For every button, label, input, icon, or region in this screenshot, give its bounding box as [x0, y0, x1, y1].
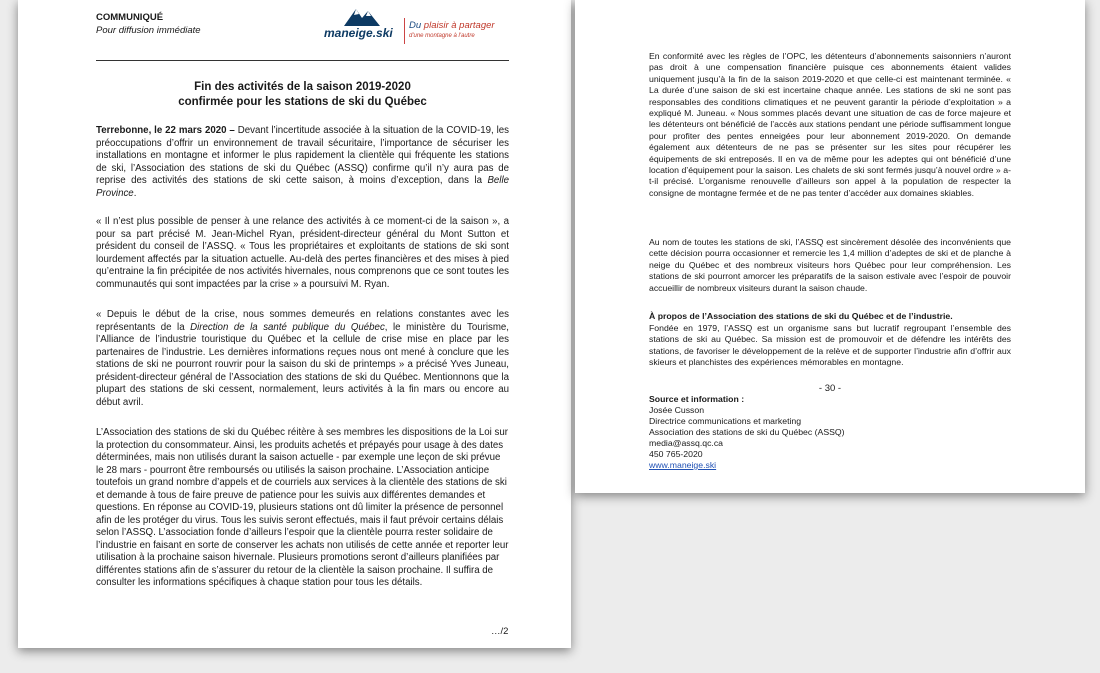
- communique-label: COMMUNIQUÉ: [96, 12, 164, 23]
- about-text: Fondée en 1979, l’ASSQ est un organisme sans but lucratif regroupant l’ensemble des stations de ski au Québec. Sa mission est de promouvoir et de défendre les intérêts des stations, de favoriser le développement de la relève et de supporter l’industrie afin d’offrir aux skieurs et planchistes des expériences mémorables en montagne.: [649, 323, 1011, 368]
- page-end-marker: - 30 -: [818, 383, 842, 394]
- header-rule: [96, 60, 509, 61]
- contact-email[interactable]: media@assq.qc.ca: [649, 438, 724, 448]
- document-page-2: [575, 0, 1085, 493]
- paragraph-ryan-quote: « Il n’est plus possible de penser à une relance des activités à ce moment-ci de la saison », a pour sa part précisé M. Jean-Michel Ryan, président-directeur général du Mont Sutton et président du conseil de l’ASSQ. « Tous les propriétaires et exploitants de stations de ski sont lourdement affectés par la situation actuelle. Au-delà des pertes financières et des mises à pied qu’entraine la fin précipitée de nos activités hivernales, nous comprenons que ce sont toutes les communautés qui sont impactées par la crise » a poursuivi M. Ryan.: [96, 216, 509, 290]
- logo-subtagline: d'une montagne à l'autre: [409, 33, 475, 39]
- continuation-marker: …/2: [491, 626, 509, 637]
- logo-wordmark: maneige.ski: [324, 26, 393, 40]
- diffusion-label: Pour diffusion immédiate: [96, 25, 201, 36]
- contact-name: Josée Cusson: [649, 405, 705, 415]
- mountain-logo-icon: [342, 6, 382, 28]
- title-line-1: Fin des activités de la saison 2019-2020: [194, 81, 411, 93]
- logo-divider: [404, 18, 405, 44]
- paragraph-intro: Terrebonne, le 22 mars 2020 – Devant l’incertitude associée à la situation de la COVID-19, les préoccupations d’offrir un environnement de travail sécuritaire, l’importance de sécuriser les installations en montagne et informer le plus rapidement la clientèle qui fréquente les stations de ski, l’Association des stations de ski du Québec (ASSQ) confirme qu’il n’y aura pas de reprise des activités des stations de ski cette saison, à moins d’exception, dans la Belle Province.: [96, 125, 509, 199]
- about-heading: À propos de l’Association des stations de ski du Québec et de l’industrie.: [649, 311, 953, 321]
- source-heading: Source et information :: [649, 394, 745, 404]
- title-line-2: confirmée pour les stations de ski du Québec: [178, 96, 427, 108]
- website-link[interactable]: www.maneige.ski: [649, 460, 717, 470]
- contact-organization: Association des stations de ski du Québec (ASSQ): [649, 427, 845, 437]
- paragraph-apology: Au nom de toutes les stations de ski, l’ASSQ est sincèrement désolée des inconvénients que cette décision pourra occasionner et remercie les 1,4 million d’adeptes de ski et de planche à neige du Québec et des nombreux visiteurs hors Québec pour leur compréhension. Les stations de ski pourront amorcer les préparatifs de la saison estivale avec l’espoir de pouvoir accueillir de nombreux visiteurs durant la saison chaude.: [649, 237, 1011, 293]
- maneige-logo: [324, 6, 514, 44]
- logo-tagline: Du plaisir à partager: [409, 20, 495, 31]
- page-title: [96, 80, 509, 110]
- paragraph-consumer-protection: L’Association des stations de ski du Québec réitère à ses membres les dispositions de la Loi sur la protection du consommateur. Ainsi, les produits achetés et prépayés pour usage à des dates déterminées, mais non utilisés durant la saison actuelle - par exemple une leçon de ski prévue le 28 mars - pourront être remboursés ou utilisés la saison prochaine. L’Association anticipe toutefois un grand nombre d’appels et de courriels aux services à la clientèle des stations de ski et demande à tous de faire preuve de patience pour les suivis aux différentes demandes et questions. En réponse au COVID-19, plusieurs stations ont dû limiter la présence de personnel afin de les protéger du virus. Tous les suivis seront effectués, mais il faut prévoir certains délais selon l’ASSQ. L’association fonde d’ailleurs l’espoir que la clientèle pourra rester solidaire de l’industrie en faisant en sorte de conserver les achats non utilisés de cette année et reporter leur utilisation à la prochaine saison hivernale. Plusieurs promotions seront d’ailleurs planifiées par différentes stations afin de s’assurer du retour de la clientèle la saison prochaine. Il suffira de consulter les informations spécifiques à chaque station pour tous les détails.: [96, 427, 509, 588]
- paragraph-season-pass: En conformité avec les règles de l’OPC, les détenteurs d’abonnements saisonniers n’auront pas droit à une compensation financière puisque ces abonnements étaient valides uniquement jusqu’à la fin de la saison 2019-2020 et que celle-ci est maintenant terminée. « La durée d’une saison de ski est incertaine chaque année. Les stations de ski ne sont pas responsables des conditions climatiques et ne peuvent garantir la période d’exploitation » a expliqué M. Juneau. « Nous sommes placés devant une situation de cas de force majeure et les détenteurs ont bénéficié de l’accès aux stations pendant une période suffisamment longue pour profiter des pentes enneigées pour leur abonnement 2019-2020. On demande également aux détenteurs de ne pas se présenter sur les sites pour récupérer les équipements de ski entreposés. Il en va de même pour les adeptes qui ont bénéficié d’une location d’équipement pour la saison. Les chalets de ski sont fermés jusqu’à nouvel ordre » a-t-il précisé. L’organisme renouvelle d’ailleurs son appel à la population de respecter la consigne de montagne fermée et de ne pas tenter d’accéder aux domaines skiables.: [649, 51, 1011, 198]
- contact-phone: 450 765-2020: [649, 449, 703, 459]
- document-page-1: [18, 0, 571, 648]
- contact-title: Directrice communications et marketing: [649, 416, 802, 426]
- paragraph-juneau-quote: « Depuis le début de la crise, nous sommes demeurés en relations constantes avec les représentants de la Direction de la santé publique du Québec, le ministère du Tourisme, l’Alliance de l’industrie touristique du Québec et la cellule de crise mise en place par les partenaires de l’industrie. Les dernières informations reçues nous ont mené à conclure que les stations de ski ne pourront rouvrir pour la saison du ski de printemps » a précisé Yves Juneau, président-directeur général de l’Association des stations de ski du Québec. Mentionnons que la plupart des stations de ski cessent, normalement, leurs activités à la fin mars ou encore au début avril.: [96, 309, 509, 408]
